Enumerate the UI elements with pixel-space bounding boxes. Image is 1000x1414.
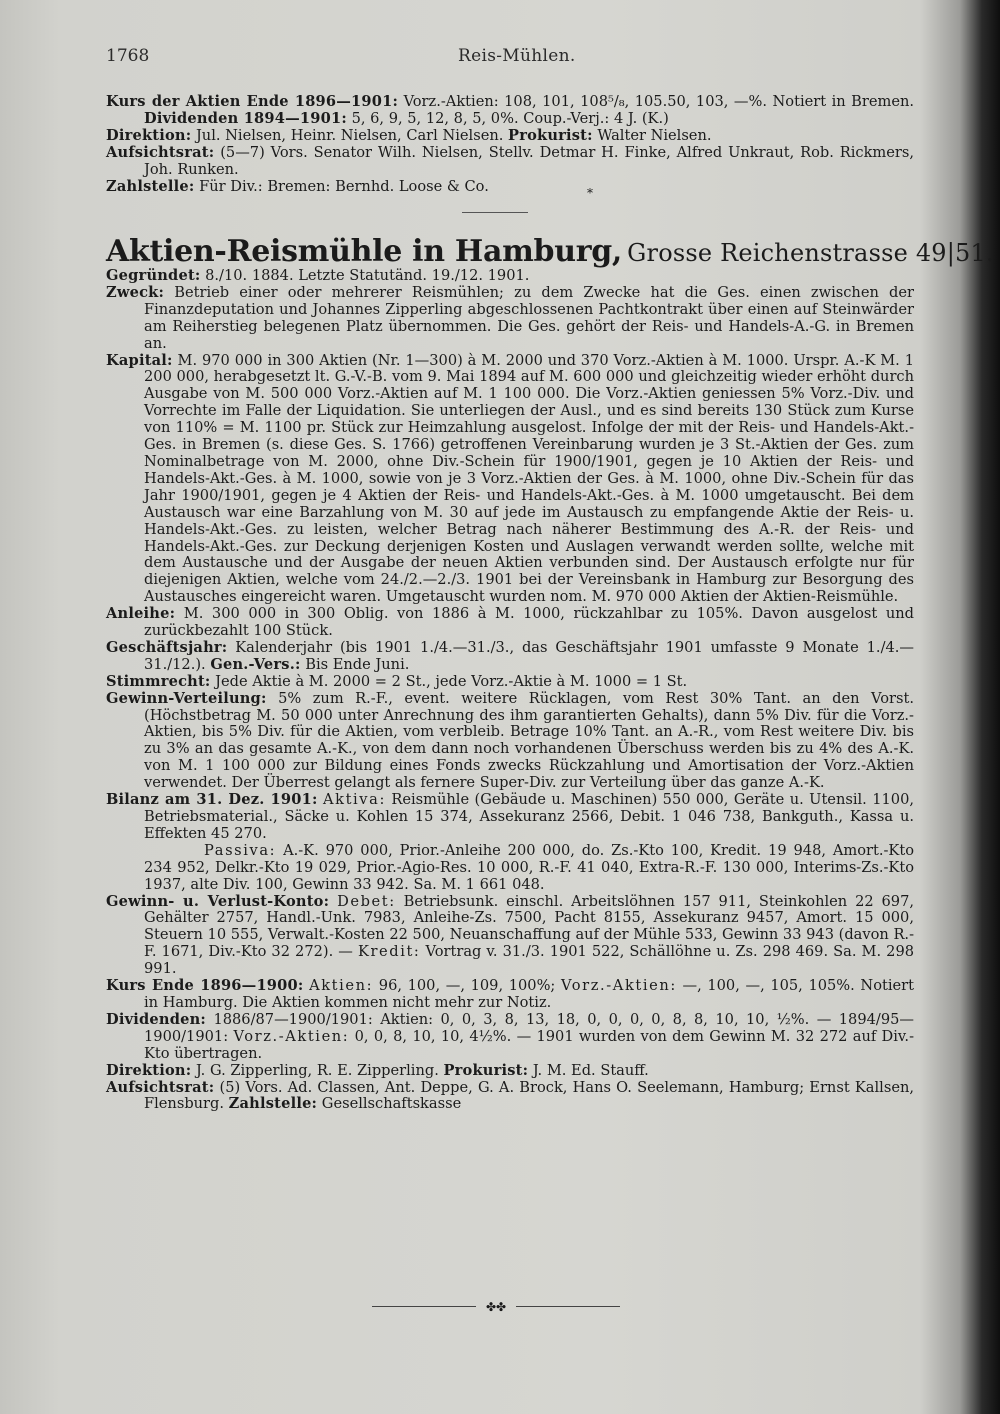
entry-heading [106,234,994,269]
stimmrecht-label: Stimmrecht: [106,672,211,690]
company-name: Aktien-Reismühle in Hamburg, [106,234,623,269]
kurs-aktien-text: 96, 100, —, 109, 100%; [378,977,556,995]
zweck-label: Zweck: [106,283,165,301]
bilanz-label: Bilanz am 31. Dez. 1901: [106,791,318,809]
dividenden-vorz-word: Vorz.-Aktien: [233,1027,350,1045]
kurs-para [106,978,914,1012]
dividenden-aktien-text: 1886/87—1900/1901: Aktien: 0, 0, 3, 8, 13, 18, 0, 0, 0, 0, 8, 8, 10, 10, ½%. — 1894/95—1900/1901: [144,1010,914,1045]
gewinnverteilung-text: 5% zum R.-F., event. weitere Rücklagen, vom Rest 30% Tant. an den Vorst. (Höchstbetrag M. 50 000 unter Anrechnung des ihm garantierten Gehalts), dann 5% Div. für die Vorz.-Aktien, bis 5% Div. für die Aktien, vom verbleib. Betrage 10% Tant. an A.-R., vom Rest weitere Div. bis zu 3% an das gesamte A.-K., von dem dann noch vorhandenen Überschuss werden bis zu 4% des A.-K. von M. 1 100 000 zur Bildung eines Fonds zwecks Rückzahlung und Amortisation der Vorz.-Aktien verwendet. Der Überrest gelangt als fernere Super-Div. zur Verteilung über das ganze A.-K. [144,689,914,792]
ornament-line-left [372,1306,476,1307]
prev-aufsichtsrat-label: Aufsichtsrat: [106,143,215,161]
prev-kurs [106,94,914,128]
prev-direktion [106,128,914,145]
anleihe-label: Anleihe: [106,605,176,623]
geschaeftsjahr-label: Geschäftsjahr: [106,638,228,656]
prev-zahlstelle [106,179,914,196]
prokurist-text: J. M. Ed. Stauff. [532,1061,649,1079]
aufsichtsrat-text: (5) Vors. Ad. Classen, Ant. Deppe, G. A. Brock, Hans O. Seelemann, Hamburg; Ernst Kallsen, Flensburg. [144,1078,914,1113]
bilanz-para [106,792,914,843]
gegruendet-label: Gegründet: [106,267,201,284]
prev-dividenden-label: Dividenden 1894—1901: [144,109,347,127]
dividenden-label: Dividenden: [106,1010,207,1028]
guv-debet-word: Debet: [337,892,396,910]
kapital-text: M. 970 000 in 300 Aktien (Nr. 1—300) à M. 2000 und 370 Vorz.-Aktien à M. 1000. Urspr. A.-K M. 1 200 000, herabgesetzt lt. G.-V.-B. vom 9. Mai 1894 auf M. 600 000 und gleichzeitig wieder erhöht durch Ausgabe von M. 500 000 Vorz.-Aktien auf M. 1 100 000. Die Vorz.-Aktien geniessen 5% Vorz.-Div. und Vorrechte im Falle der Liquidation. Sie unterliegen der Ausl., und es sind bereits 130 Stück zum Kurse von 110% = M. 1100 pr. Stück zur Heimzahlung ausgelost. Infolge der mit der Reis- und Handels-Akt.-Ges. in Bremen (s. diese Ges. S. 1766) getroffenen Vereinbarung wurden je 3 St.-Aktien der Ges. zum Nominalbetrage von M. 2000, ohne Div.-Schein für 1900/1901, gegen je 10 Aktien der Reis- und Handels-Akt.-Ges. à M. 1000, sowie von je 3 Vorz.-Aktien der Ges. à M. 1000, ohne Div.-Schein für das Jahr 1900/1901, gegen je 4 Aktien der Reis- und Handels-Akt.-Ges. à M. 1000 umgetauscht. Bei dem Austausch war eine Barzahlung von M. 30 auf jede im Austausch zu empfangende Aktie der Reis- u. Handels-Akt.-Ges. zu leisten, welcher Betrag nach näherer Bestimmung des A.-R. der Reis- und Handels-Akt.-Ges. zur Deckung derjenigen Kosten und Auslagen verwandt werden sollte, welche mit dem Austausche und der Ausgabe der neuen Aktien verbunden sind. Der Austausch erfolgte nur für diejenigen Aktien, welche vom 24./2.—2./3. 1901 bei der Vereinsbank in Hamburg zur Besorgung des Austausches eingereicht waren. Umgetauscht wurden nom. M. 970 000 Aktien der Aktien-Reismühle. [144,351,914,606]
gewinnverteilung-para [106,691,914,792]
kurs-vorz-word: Vorz.-Aktien: [560,977,677,995]
prev-kurs-text: Vorz.-Aktien: 108, 101, 108⁵/₈, 105.50, 103, —%. Notiert in Bremen. [403,93,914,110]
previous-entry [106,94,914,195]
aufsichtsrat-para [106,1080,914,1114]
prev-kurs-label: Kurs der Aktien Ende 1896—1901: [106,93,399,110]
guv-debet-text: Betriebsunk. einschl. Arbeitslöhnen 157 911, Steinkohlen 22 697, Gehälter 2757, Handl.-Unk. 7983, Anleihe-Zs. 7500, Pacht 8155, Assekuranz 9457, Amort. 15 000, Steuern 10 555, Verwalt.-Kosten 22 500, Neuanschaffung auf der Mühle 533, Gewinn 33 943 (davon R.-F. 1671, Div.-Kto 32 272). — [144,892,915,961]
geschaeftsjahr-text: Kalenderjahr (bis 1901 1./4.—31./3., das Geschäftsjahr 1901 umfasste 9 Monate 1./4.—31./12.). [144,638,915,673]
bilanz-aktiva-text: Reismühle (Gebäude u. Maschinen) 550 000, Geräte u. Utensil. 1100, Betriebsmaterial., Säcke u. Kohlen 15 374, Assekuranz 2566, Debit. 1 046 738, Bankguth., Kassa u. Effekten 45 270. [144,791,914,842]
gegruendet-text: 8./10. 1884. Letzte Statutänd. 19./12. 1901. [205,267,530,284]
gegruendet-para [106,268,914,285]
bilanz-passiva-word: Passiva: [204,841,277,859]
page-header [106,46,906,72]
prev-dividenden-text: 5, 6, 9, 5, 12, 8, 5, 0%. Coup.-Verj.: 4 J. (K.) [351,109,669,127]
stimmrecht-para [106,674,914,691]
genvers-label: Gen.-Vers.: [210,655,301,673]
page-number: 1768 [106,46,150,66]
prev-aufsichtsrat [106,145,914,179]
prev-direktion-label: Direktion: [106,126,192,144]
bilanz-aktiva-word: Aktiva: [322,791,386,809]
zahlstelle-text: Gesellschaftskasse [321,1095,462,1113]
direktion-label: Direktion: [106,1061,192,1079]
geschaeftsjahr-para [106,640,914,674]
prokurist-label: Prokurist: [443,1061,529,1079]
kurs-vorz-text: —, 100, —, 105, 105%. Notiert in Hamburg. Die Aktien kommen nicht mehr zur Notiz. [144,977,915,1011]
entry-body [106,268,914,1113]
kapital-para [106,353,914,607]
guv-kredit-word: Kredit: [357,943,421,961]
zahlstelle-label: Zahlstelle: [228,1095,318,1113]
entry-separator [462,212,528,213]
zweck-text: Betrieb einer oder mehrerer Reismühlen; zu dem Zwecke hat die Ges. einen zwischen der Finanzdeputation und Johannes Zipperling abgeschlossenen Pachtkontrakt über einen auf Steinwärder am Reiherstieg belegenen Platz übernommen. Die Ges. gehört der Reis- und Handels-A.-G. in Bremen an. [144,283,914,352]
company-address: Grosse Reichenstrasse 49|51. [627,239,994,267]
direktion-para [106,1063,914,1080]
genvers-text: Bis Ende Juni. [305,655,410,673]
closing-ornament [372,1300,620,1314]
asterisk-mark: * [587,186,593,200]
prev-direktion-text: Jul. Nielsen, Heinr. Nielsen, Carl Nielsen. [195,126,504,144]
ornament-line-right [516,1306,620,1307]
kurs-aktien-word: Aktien: [309,977,374,995]
prev-aufsichtsrat-text: (5—7) Vors. Senator Wilh. Nielsen, Stellv. Detmar H. Finke, Alfred Unkraut, Rob. Rickmers, Joh. Runken. [144,143,915,178]
dividenden-vorz-text: 0, 0, 8, 10, 10, 4½%. — 1901 wurden von dem Gewinn M. 32 272 auf Div.-Kto übertragen. [144,1027,915,1062]
kapital-label: Kapital: [106,351,173,369]
guv-kredit-text: Vortrag v. 31./3. 1901 522, Schällöhne u. Zs. 298 469. Sa. M. 298 991. [144,943,915,978]
gewinnverteilung-label: Gewinn-Verteilung: [106,689,267,707]
prev-zahlstelle-text: Für Div.: Bremen: Bernhd. Loose & Co. [199,177,489,195]
zweck-para [106,285,914,353]
prev-prokurist-label: Prokurist: [508,126,593,144]
prev-prokurist-text: Walter Nielsen. [597,126,712,144]
dividenden-para [106,1012,914,1063]
anleihe-para [106,606,914,640]
bilanz-passiva-text: A.-K. 970 000, Prior.-Anleihe 200 000, do. Zs.-Kto 100, Kredit. 19 948, Amort.-Kto 234 952, Delkr.-Kto 19 029, Prior.-Agio-Res. 10 000, R.-F. 41 040, Extra-R.-F. 130 000, Interims-Zs.-Kto 1937, alte Div. 100, Gewinn 33 942. Sa. M. 1 661 048. [144,841,914,893]
kurs-label: Kurs Ende 1896—1900: [106,977,304,995]
prev-zahlstelle-label: Zahlstelle: [106,177,195,195]
anleihe-text: M. 300 000 in 300 Oblig. von 1886 à M. 1000, rückzahlbar zu 105%. Davon ausgelost und zurückbezahlt 100 Stück. [144,605,914,640]
stimmrecht-text: Jede Aktie à M. 2000 = 2 St., jede Vorz.-Aktie à M. 1000 = 1 St. [215,672,688,690]
bilanz-passiva-para [106,843,914,894]
guv-label: Gewinn- u. Verlust-Konto: [106,892,330,910]
running-title: Reis-Mühlen. [458,46,576,66]
direktion-text: J. G. Zipperling, R. E. Zipperling. [195,1061,439,1079]
guv-para [106,894,914,979]
ornament-flourish-icon: ✤✤ [485,1300,507,1314]
aufsichtsrat-label: Aufsichtsrat: [106,1078,215,1096]
